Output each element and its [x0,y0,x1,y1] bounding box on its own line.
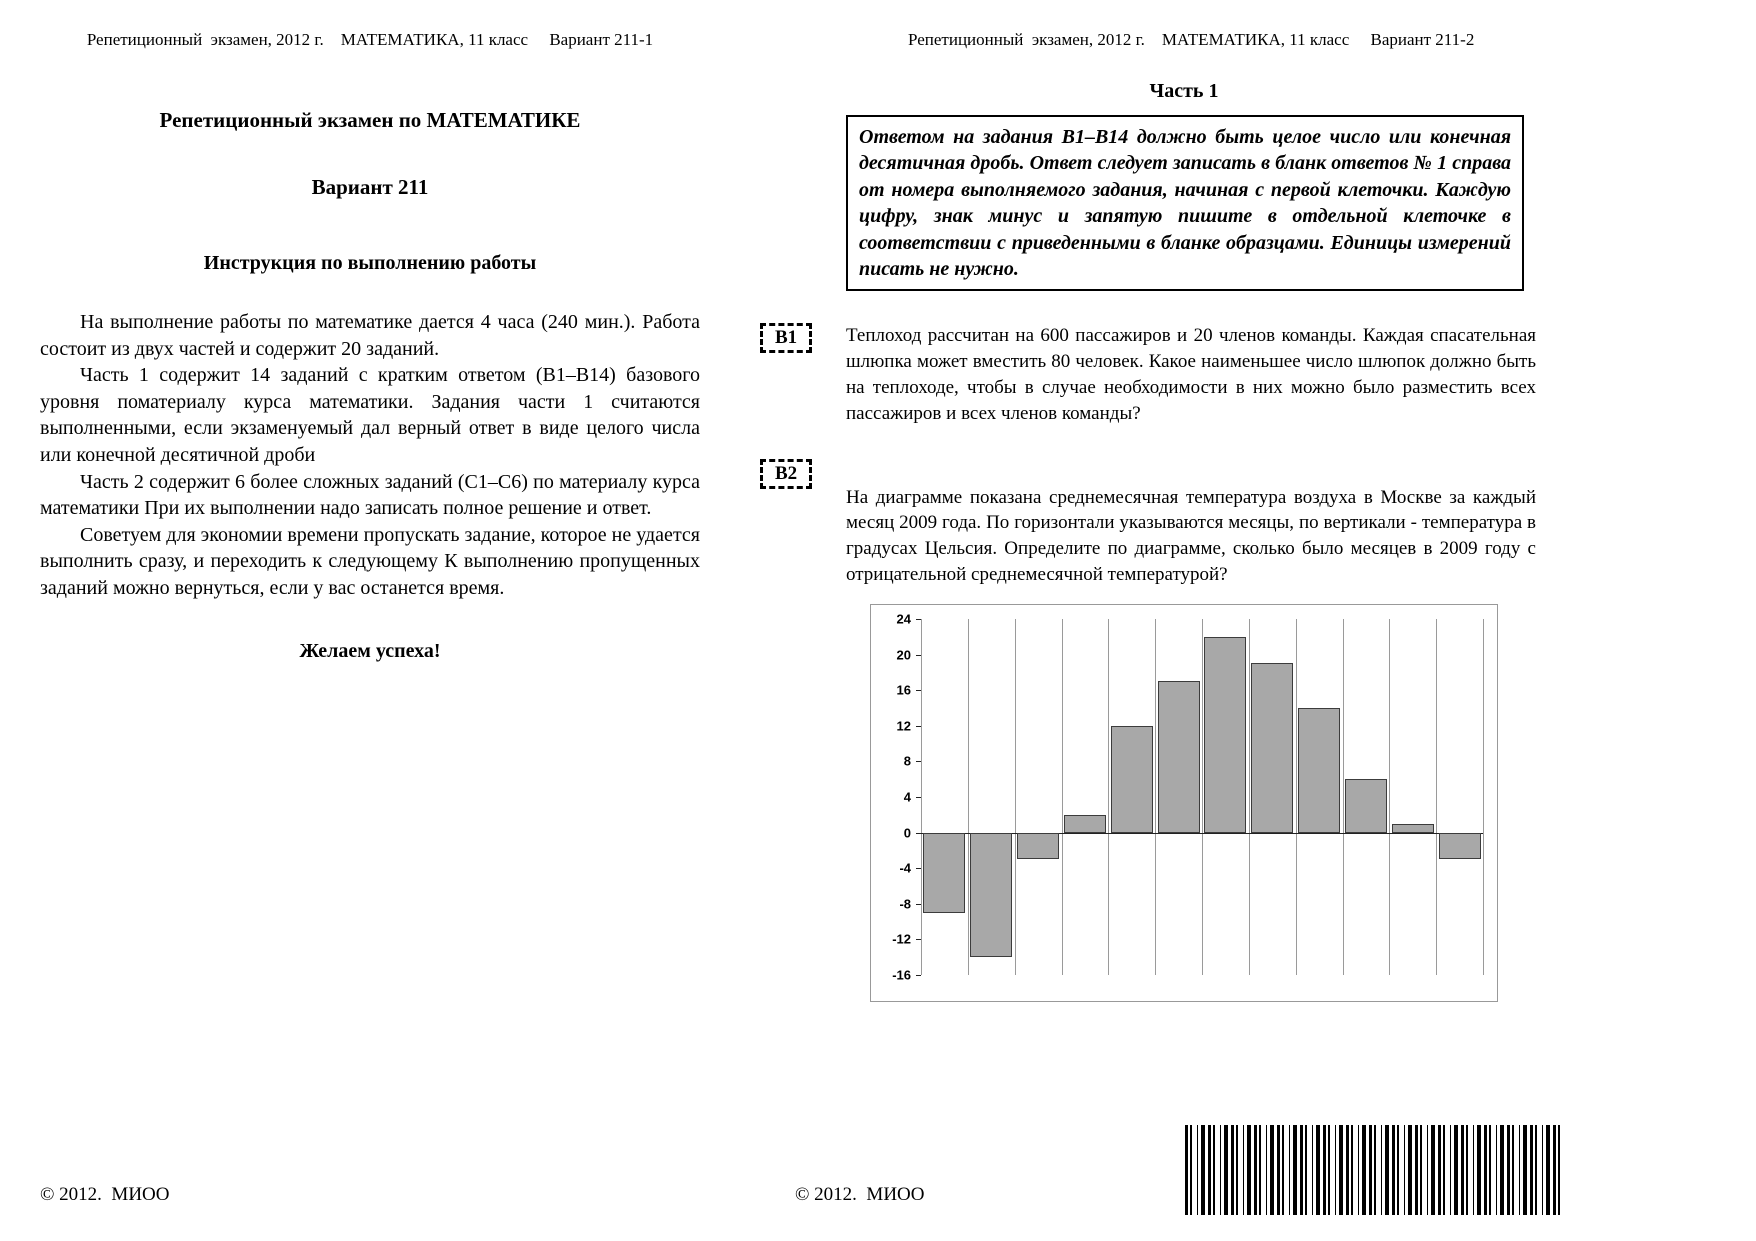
right-copyright-footer: © 2012. МИОО [795,1184,925,1205]
instructions-heading: Инструкция по выполнению работы [203,252,537,274]
chart-y-tick [916,797,921,798]
temperature-bar-chart [870,604,1498,1002]
chart-y-tick [916,690,921,691]
left-copyright-footer: © 2012. МИОО [40,1184,170,1205]
part-heading: Часть 1 [1149,80,1219,102]
chart-y-tick [916,655,921,656]
chart-bar-month-8 [1251,663,1293,832]
answer-instructions-box: Ответом на задания В1–В14 должно быть целое число или конечная десятичная дробь. Ответ следует записать в бланк ответов № 1 справа от номера выполняемого задания, начиная с первой клеточки. Каждую цифру, знак минус и запятую пишите в отдельной клеточке в соответствии с приведенными в бланке образцами. Единицы измерений писать не нужно. [846,115,1524,291]
chart-y-tick-label: 0 [903,825,911,841]
chart-y-tick [916,939,921,940]
chart-vertical-gridline [1343,619,1344,975]
chart-y-tick [916,833,921,834]
chart-bar-month-12 [1439,833,1481,860]
chart-y-tick [916,868,921,869]
chart-bar-month-4 [1064,815,1106,833]
chart-y-tick-label: 16 [896,682,911,698]
chart-vertical-gridline [1249,619,1250,975]
instructions-paragraph-1: На выполнение работы по математике дается 4 часа (240 мин.). Работа состоит из двух частей и содержит 20 заданий. [40,311,700,360]
right-page [760,30,1552,1220]
chart-vertical-gridline [1202,619,1203,975]
chart-bar-month-7 [1204,637,1246,833]
chart-plot [921,619,1483,975]
chart-y-tick-label: 24 [896,611,911,627]
chart-vertical-gridline [1389,619,1390,975]
chart-vertical-gridline [968,619,969,975]
chart-bar-month-1 [923,833,965,913]
chart-bar-month-10 [1345,779,1387,832]
chart-y-tick-label: 8 [903,753,911,769]
task-b1-label: В1 [760,323,812,353]
chart-y-tick [916,726,921,727]
chart-vertical-gridline [1436,619,1437,975]
task-b1 [760,323,1552,426]
left-page-header: Репетиционный экзамен, 2012 г. МАТЕМАТИКА, 11 класс Вариант 211-1 [86,30,654,49]
chart-bar-month-9 [1298,708,1340,833]
chart-y-tick-label: 20 [896,647,911,663]
chart-y-tick [916,761,921,762]
chart-vertical-gridline [921,619,922,975]
chart-vertical-gridline [1015,619,1016,975]
chart-vertical-gridline [1155,619,1156,975]
chart-y-tick [916,904,921,905]
task-b1-label-column [760,323,846,353]
chart-y-axis [871,611,917,983]
task-b1-text: Теплоход рассчитан на 600 пассажиров и 20 членов команды. Каждая спасательная шлюпка может вместить 80 человек. Какое наименьшее число шлюпок должно быть на теплоходе, чтобы в случае необходимости в них можно было разместить всех пассажиров и всех членов команды? [846,325,1536,424]
left-page [40,30,700,1220]
task-b2-label: В2 [760,459,812,489]
chart-vertical-gridline [1296,619,1297,975]
chart-y-tick-label: -4 [899,860,911,876]
success-wish: Желаем успеха! [299,639,441,662]
task-b2-text: На диаграмме показана среднемесячная температура воздуха в Москве за каждый месяц 2009 года. По горизонтали указываются месяцы, по вертикали - температура в градусах Цельсия. Определите по диаграмме, сколько было месяцев в 2009 году с отрицательной среднемесячной температурой? [846,486,1536,586]
chart-bar-month-6 [1158,681,1200,832]
chart-vertical-gridline [1062,619,1063,975]
chart-y-tick-label: -16 [892,967,911,983]
chart-y-tick [916,975,921,976]
chart-y-tick [916,619,921,620]
chart-y-tick-label: -8 [899,896,911,912]
right-page-header: Репетиционный экзамен, 2012 г. МАТЕМАТИКА, 11 класс Вариант 211-2 [908,30,1475,49]
task-b2 [760,459,1552,588]
barcode [1185,1125,1563,1215]
chart-y-tick-label: 4 [903,789,911,805]
instructions-body [40,309,700,602]
task-b2-label-column [760,459,846,489]
instructions-paragraph-2: Часть 1 содержит 14 заданий с кратким ответом (В1–В14) базового уровня поматериалу курса математики. Задания части 1 считаются выполненными, если экзаменуемый дал верный ответ в виде целого числа или конечной десятичной дроби [40,364,700,466]
chart-vertical-gridline [1108,619,1109,975]
chart-bar-month-2 [970,833,1012,958]
chart-vertical-gridline [1483,619,1484,975]
exam-title: Репетиционный экзамен по МАТЕМАТИКЕ [159,108,581,132]
instructions-paragraph-3: Часть 2 содержит 6 более сложных заданий (С1–С6) по материалу курса математики При их выполнении надо записать полное решение и ответ. [40,470,700,520]
chart-bar-month-3 [1017,833,1059,860]
chart-bar-month-11 [1392,824,1434,833]
instructions-paragraph-4: Советуем для экономии времени пропускать задание, которое не удается выполнить сразу, и переходить к следующему К выполнению пропущенных заданий можно вернуться, если у вас останется время. [40,523,700,599]
chart-y-tick-label: -12 [892,931,911,947]
chart-y-tick-label: 12 [896,718,911,734]
chart-bar-month-5 [1111,726,1153,833]
variant-title: Вариант 211 [311,175,429,199]
